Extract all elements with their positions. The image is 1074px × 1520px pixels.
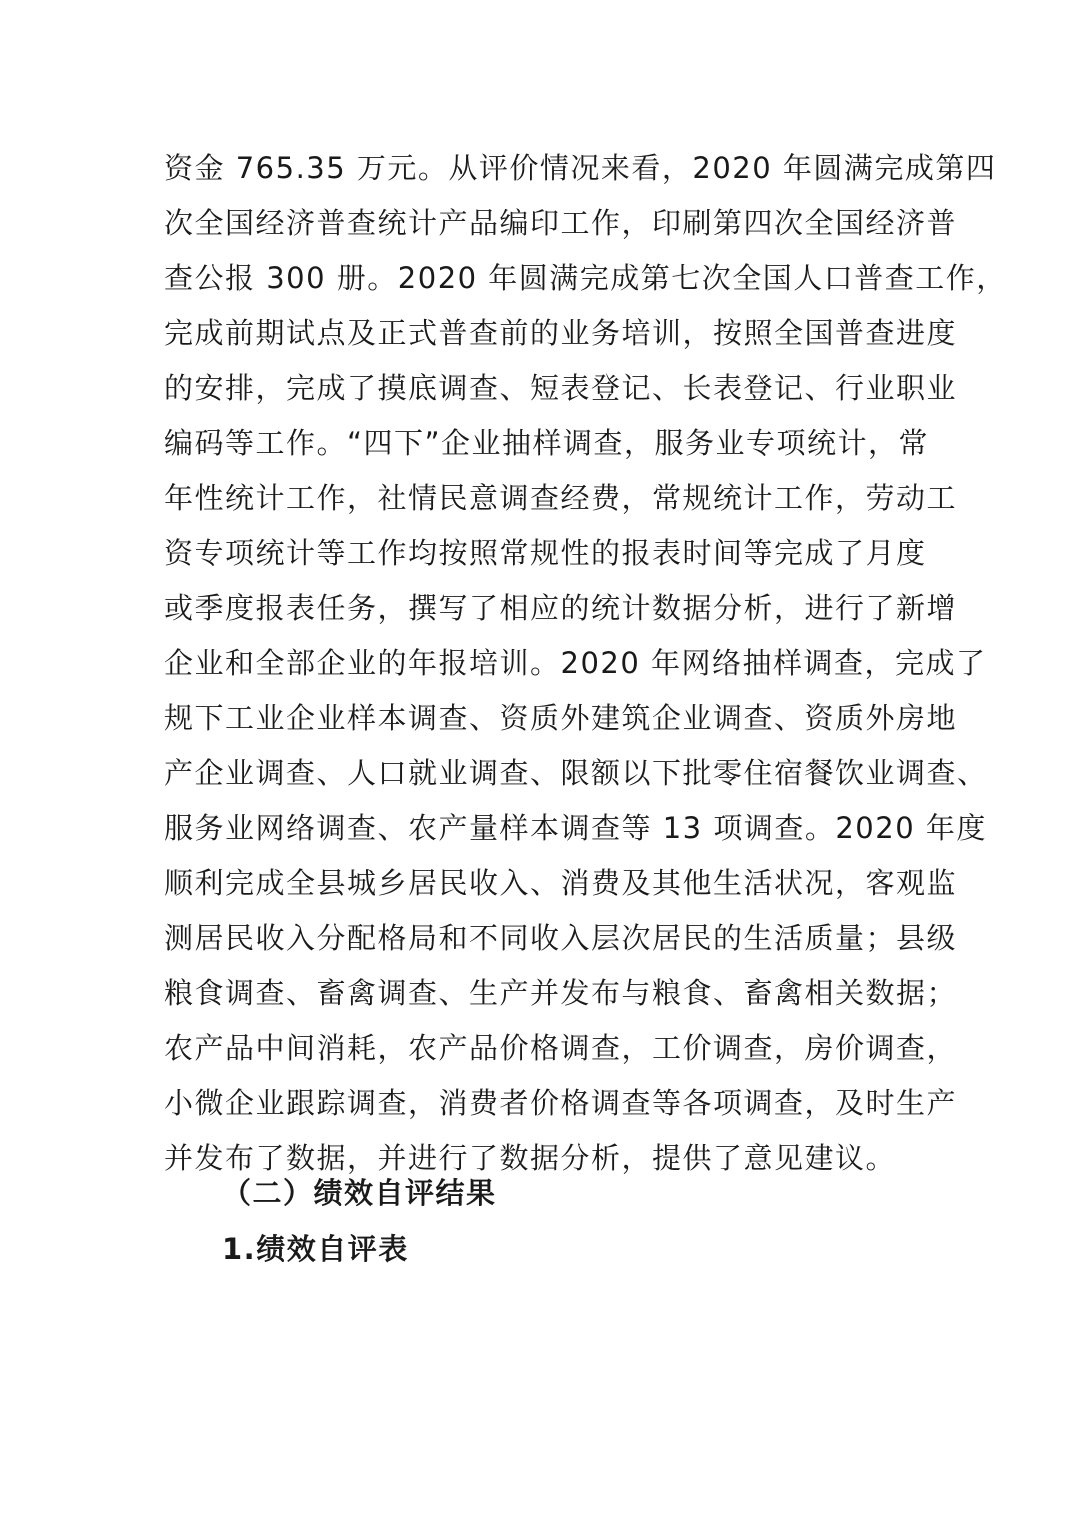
body-paragraph bbox=[164, 141, 1007, 1186]
paragraph-line: 产企业调查、人口就业调查、限额以下批零住宿餐饮业调查、 bbox=[164, 756, 988, 790]
paragraph-line: 完成前期试点及正式普查前的业务培训，按照全国普查进度 bbox=[164, 316, 958, 350]
paragraph-line: 资金 765.35 万元。从评价情况来看，2020 年圆满完成第四 bbox=[164, 151, 997, 185]
paragraph-line: 或季度报表任务，撰写了相应的统计数据分析，进行了新增 bbox=[164, 591, 958, 625]
paragraph-line: 编码等工作。“四下”企业抽样调查，服务业专项统计，常 bbox=[164, 426, 930, 460]
paragraph-line: 资专项统计等工作均按照常规性的报表时间等完成了月度 bbox=[164, 536, 927, 570]
paragraph-line: 服务业网络调查、农产量样本调查等 13 项调查。2020 年度 bbox=[164, 811, 987, 845]
paragraph-line: 并发布了数据，并进行了数据分析，提供了意见建议。 bbox=[164, 1141, 897, 1175]
paragraph-line: 粮食调查、畜禽调查、生产并发布与粮食、畜禽相关数据； bbox=[164, 976, 958, 1010]
paragraph-line: 测居民收入分配格局和不同收入层次居民的生活质量；县级 bbox=[164, 921, 958, 955]
paragraph-line: 小微企业跟踪调查，消费者价格调查等各项调查，及时生产 bbox=[164, 1086, 958, 1120]
paragraph-line: 查公报 300 册。2020 年圆满完成第七次全国人口普查工作， bbox=[164, 261, 1007, 295]
paragraph-line: 的安排，完成了摸底调查、短表登记、长表登记、行业职业 bbox=[164, 371, 958, 405]
paragraph-line: 规下工业企业样本调查、资质外建筑企业调查、资质外房地 bbox=[164, 701, 958, 735]
paragraph-line: 农产品中间消耗，农产品价格调查，工价调查，房价调查， bbox=[164, 1031, 958, 1065]
paragraph-line: 企业和全部企业的年报培训。2020 年网络抽样调查，完成了 bbox=[164, 646, 987, 680]
subsection-heading: 1.绩效自评表 bbox=[222, 1232, 409, 1266]
paragraph-line: 年性统计工作，社情民意调查经费，常规统计工作，劳动工 bbox=[164, 481, 958, 515]
paragraph-line: 次全国经济普查统计产品编印工作，印刷第四次全国经济普 bbox=[164, 206, 958, 240]
section-heading: （二）绩效自评结果 bbox=[222, 1176, 497, 1210]
paragraph-line: 顺利完成全县城乡居民收入、消费及其他生活状况，客观监 bbox=[164, 866, 958, 900]
